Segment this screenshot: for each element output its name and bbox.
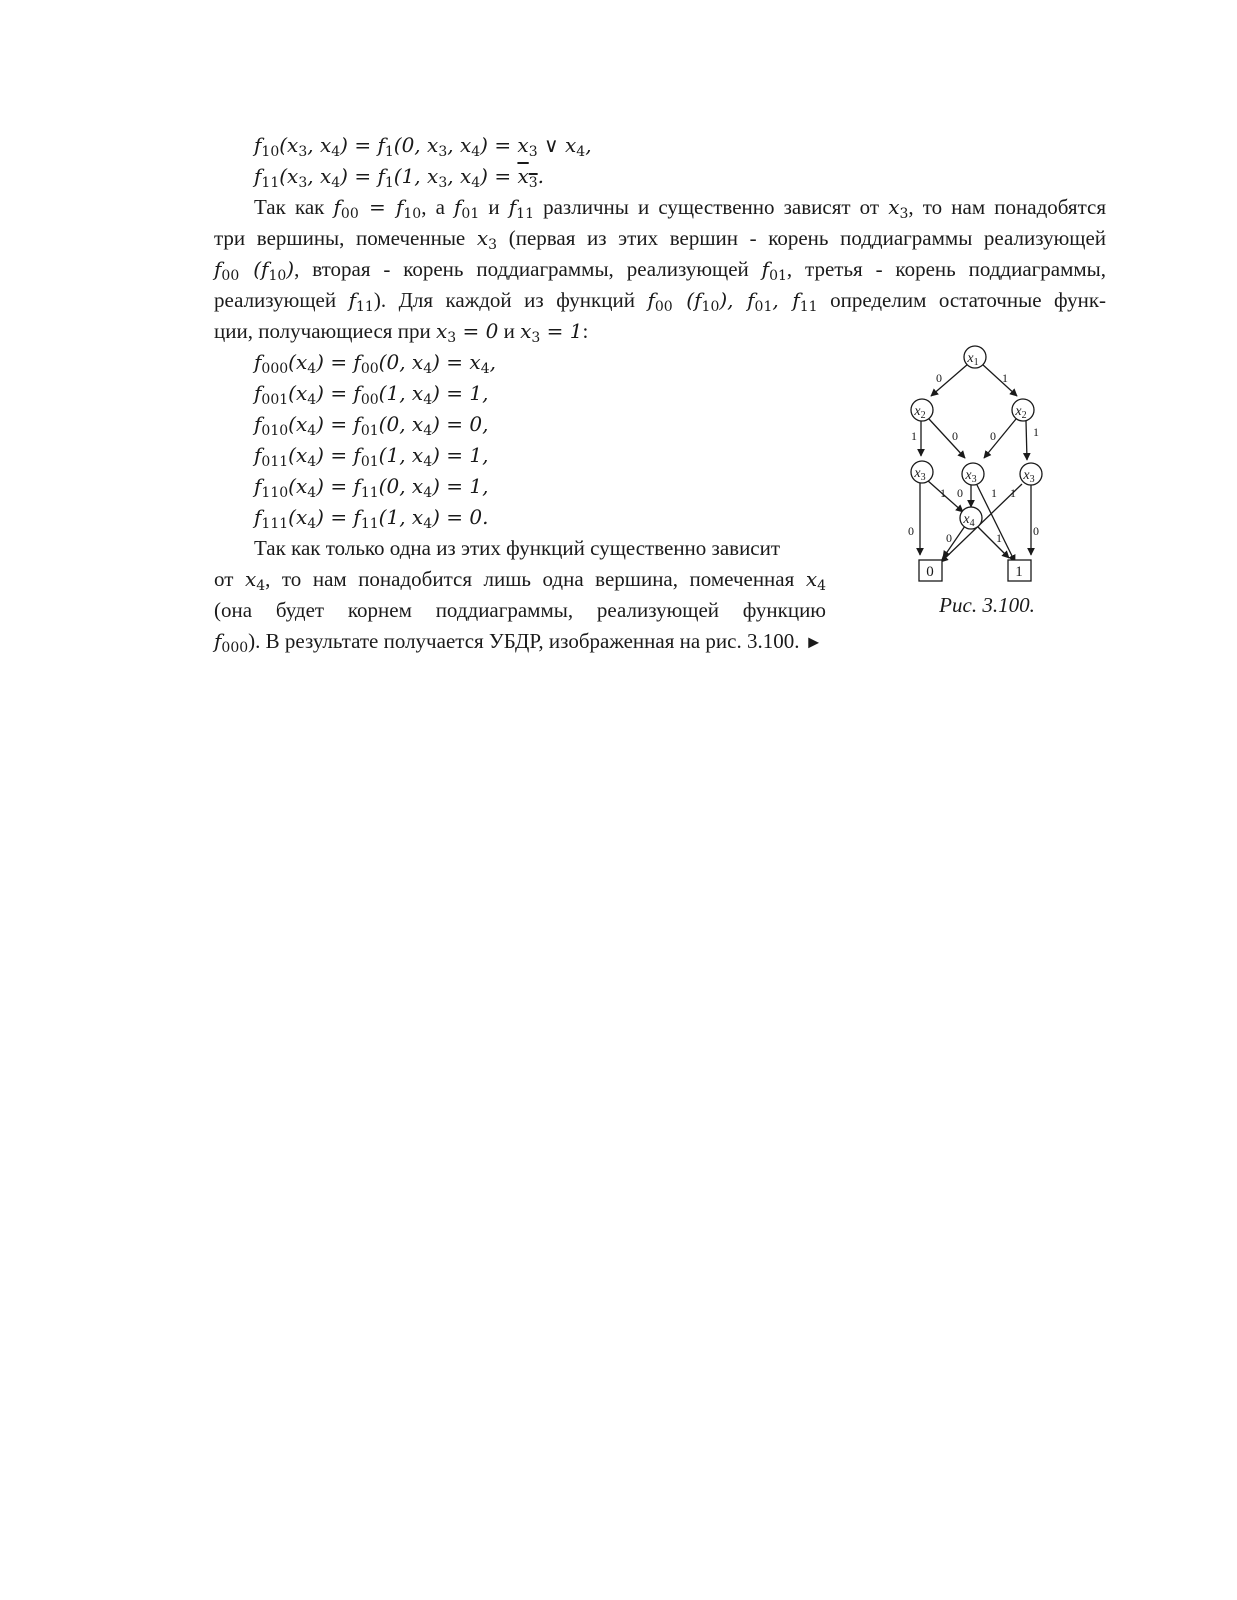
bdd-diagram [905, 342, 1055, 590]
edge-x2l-x3m [929, 419, 965, 458]
node-x4-label: $x_4$ [963, 512, 975, 529]
edge-label-1: 1 [991, 486, 997, 500]
end-of-proof-icon: ► [804, 632, 823, 652]
node-x1-label: $x_1$ [967, 351, 979, 368]
node-x2-left-label: $x_2$ [914, 404, 926, 421]
edge-label-0: 0 [957, 486, 963, 500]
edge-label-0: 0 [946, 531, 952, 545]
paragraph-2-line-2: от $x_4$, то нам понадобится лишь одна вершина, помеченная $x_4$ [214, 567, 827, 594]
edge-label-1: 1 [996, 531, 1002, 545]
paragraph-1-line-4: реализующей $f_{11}$). Для каждой из функций $f_{00}$ $(f_{10})$, $f_{01}$, $f_{11}$ определим остаточные функ- [214, 288, 1107, 315]
paragraph-1-line-5: ции, получающиеся при $x_3 = 0$ и $x_3 = 1$: [214, 319, 589, 346]
paragraph-1-line-2: три вершины, помеченные $x_3$ (первая из этих вершин - корень поддиаграммы реализующей [214, 226, 1106, 253]
bdd-nodes [911, 346, 1042, 581]
edge-label-0: 0 [990, 429, 996, 443]
terminal-1-label: 1 [1015, 564, 1023, 580]
paragraph-1-line-3: $f_{00}$ $(f_{10})$, вторая - корень поддиаграммы, реализующей $f_{01}$, третья - корень поддиаграммы, [214, 257, 1107, 284]
terminal-0-label: 0 [926, 564, 934, 580]
residual-f011: $f_{011}(x_4) = f_{01}(1$, $x_4) = 1$, [254, 443, 489, 470]
edge-label-1: 1 [940, 486, 946, 500]
residual-f110: $f_{110}(x_4) = f_{11}(0$, $x_4) = 1$, [254, 474, 489, 501]
edge-label-1: 1 [1010, 486, 1016, 500]
residual-f010: $f_{010}(x_4) = f_{01}(0$, $x_4) = 0$, [254, 412, 489, 439]
figure-caption: Рис. 3.100. [939, 593, 1035, 617]
residual-f001: $f_{001}(x_4) = f_{00}(1$, $x_4) = 1$, [254, 381, 489, 408]
edge-label-0: 0 [1033, 524, 1039, 538]
edge-label-0: 0 [952, 429, 958, 443]
edge-label-0: 0 [908, 524, 914, 538]
paragraph-1-line-1: Так как $f_{00} = f_{10}$, а $f_{01}$ и $f_{11}$ различны и существенно зависят от $x_3$, то нам понадобятся [254, 195, 1106, 222]
paragraph-2-line-1: Так как только одна из этих функций существенно зависит [254, 536, 781, 560]
node-x3-middle-label: $x_3$ [965, 468, 977, 485]
residual-f000: $f_{000}(x_4) = f_{00}(0$, $x_4) = x_4$, [254, 350, 496, 377]
edge-x2r-x3r [1026, 421, 1027, 460]
equation-f10: $f_{10}(x_3$, $x_4) = f_1(0$, $x_3$, $x_4) = x_3$ ∨ $x_4$, [254, 133, 592, 160]
edge-x4-1 [977, 526, 1009, 558]
bdd-node-labels [913, 351, 1034, 529]
edge-label-1: 1 [1002, 371, 1008, 385]
edge-label-1: 1 [911, 429, 917, 443]
edge-x2r-x3m [984, 419, 1016, 458]
equation-f11: $f_{11}(x_3$, $x_4) = f_1(1$, $x_3$, $x_4) = x_3$. [254, 164, 544, 191]
edge-x1-x2-right [982, 364, 1017, 396]
edge-label-1: 1 [1033, 425, 1039, 439]
residual-f111: $f_{111}(x_4) = f_{11}(1$, $x_4) = 0$. [254, 505, 489, 532]
edge-label-0: 0 [936, 371, 942, 385]
node-x2-right-label: $x_2$ [1015, 404, 1027, 421]
paragraph-2-line-4: $f_{000}$). В результате получается УБДР, изображенная на рис. 3.100. ► [214, 629, 823, 656]
node-x3-right-label: $x_3$ [1023, 468, 1035, 485]
node-x3-left-label: $x_3$ [914, 466, 926, 483]
paragraph-2-line-3: (она будет корнем поддиаграммы, реализующей функцию [214, 598, 826, 622]
